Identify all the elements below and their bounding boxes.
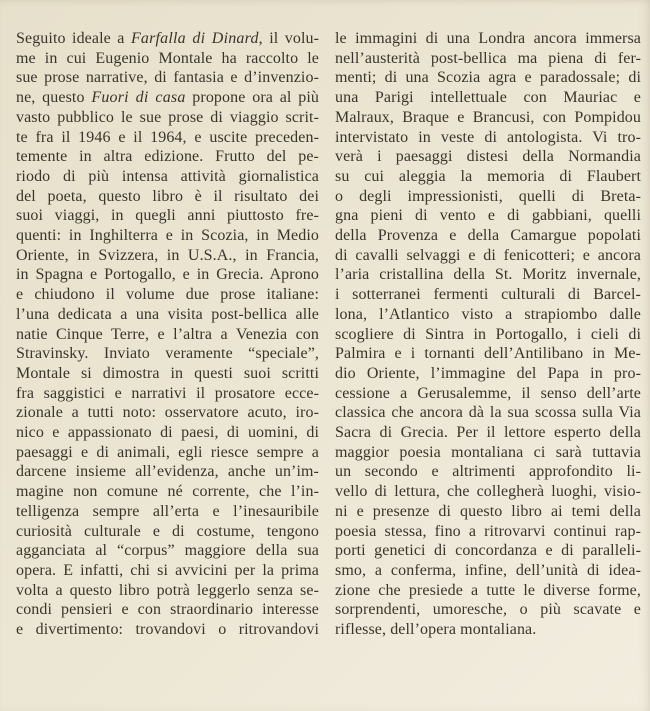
text-line: quenti: in Inghilterra e in Scozia, in Medio <box>16 227 319 245</box>
text-line: maggior poesia montaliana ci sarà tuttavia <box>335 443 641 461</box>
text-line: o degli impressionisti, quelli di Breta- <box>335 187 641 205</box>
text-line: riflesse, dell’opera montaliana. <box>335 621 537 639</box>
text-line: volta a questo libro potrà leggerlo senza se- <box>16 581 319 599</box>
text-line: l’una dedicata a una visita post-bellica alle <box>16 305 319 323</box>
italic-book-title: Fuori di casa <box>91 89 186 107</box>
text-line: le immagini di una Londra ancora immersa <box>335 30 641 47</box>
text-line: cessione a Gerusalemme, il senso dell’arte <box>335 384 641 402</box>
text-line: Seguito ideale a Farfalla di Dinard, il volu- <box>16 30 320 47</box>
right-text-column <box>335 29 641 640</box>
text-line: curiosità culturale e di costume, tengono <box>16 522 319 540</box>
left-text-column <box>16 29 319 640</box>
text-line: te fra il 1946 e il 1964, e uscite preceden- <box>16 128 319 146</box>
text-line: intervistato in veste di antologista. Vi tro- <box>335 128 641 146</box>
text-line: su cui aleggia la memoria di Flaubert <box>335 167 641 185</box>
text-line: di cavalli selvaggi e di fenicotteri; e ancora <box>335 246 641 264</box>
text-line: nico e appassionato di paesi, di uomini, di <box>16 424 319 442</box>
text-line: darcene insieme all’evidenza, anche un’im- <box>16 463 319 481</box>
text-line: Montale si dimostra in questi suoi scritti <box>16 364 319 382</box>
text-line: natie Cinque Terre, e l’altra a Venezia con <box>16 325 319 343</box>
text-line: della Provenza e della Camargue popolati <box>335 227 641 245</box>
text-line: temente in altra edizione. Frutto del pe- <box>16 148 319 166</box>
text-line: ni e presenze di questo libro ai temi della <box>335 502 641 520</box>
text-line: poesia stessa, fino a ritrovarvi continui rap- <box>335 522 641 540</box>
text-line: zionale a tutti noto: osservatore acuto, iro- <box>16 404 319 422</box>
text-line: l’aria cristallina della St. Moritz invernale, <box>335 266 641 284</box>
text-line: suoi viaggi, in quegli anni piuttosto fre- <box>16 207 319 225</box>
text-line: menti; di una Scozia agra e paradossale; di <box>335 69 641 87</box>
text-line: sue prose narrative, di fantasia e d’invenzio- <box>16 69 319 87</box>
text-line: verà i paesaggi distesi della Normandia <box>335 148 641 166</box>
text-line: vello di lettura, che collegherà luoghi, visio- <box>335 483 641 501</box>
text-line: smo, a conferma, infine, dell’unità di idea- <box>335 561 641 579</box>
flap-text-block <box>16 29 641 640</box>
text-line: Sacra di Grecia. Per il lettore esperto della <box>335 424 641 442</box>
text-line: sorprendenti, umoresche, o più scavate e <box>335 601 641 619</box>
italic-book-title: Farfalla di Dinard <box>130 30 259 47</box>
text-line: ne, questo Fuori di casa propone ora al più <box>16 89 319 107</box>
text-line: vasto pubblico le sue prose di viaggio scrit- <box>16 108 319 126</box>
text-line: condi pensieri e con straordinario interesse <box>16 601 319 619</box>
text-line: dio Oriente, l’immagine del Papa in pro- <box>335 364 641 382</box>
text-line: Palmira e i tornanti dell’Antilibano in Me- <box>335 345 641 363</box>
text-line: e divertimento: trovandovi o ritrovandovi <box>16 621 319 639</box>
text-line: nell’austerità post-bellica ma piena di fer- <box>335 49 641 67</box>
text-line: telligenza sempre all’erta e l’inesauribile <box>16 502 319 520</box>
text-line: e chiudono il volume due prose italiane: <box>16 286 319 304</box>
text-line: Oriente, in Svizzera, in U.S.A., in Francia, <box>16 246 319 264</box>
text-line: magine non comune né corrente, che l’in- <box>16 483 319 501</box>
text-line: classica che ancora dà la sua scossa sulla Via <box>335 404 641 422</box>
text-line: una Parigi intellettuale con Mauriac e <box>335 89 641 107</box>
text-line: del poeta, questo libro è il risultato dei <box>16 187 319 205</box>
text-line: zione che presiede a tutte le diverse forme, <box>335 581 641 599</box>
text-line: paesaggi e di animali, egli riesce sempre a <box>16 443 319 461</box>
text-line: i sotterranei fermenti culturali di Barcel- <box>335 286 641 304</box>
text-line: gna pieni di vento e di gabbiani, quelli <box>335 207 641 225</box>
text-line: in Spagna e Portogallo, e in Grecia. Aprono <box>16 266 319 284</box>
text-line: un secondo e altrimenti approfondito li- <box>335 463 641 481</box>
text-line: riodo di più intensa attività giornalistica <box>16 167 319 185</box>
text-line: fra saggistici e narrativi il prosatore ecce- <box>16 384 319 402</box>
text-line: lona, l’Atlantico visto a strapiombo dalle <box>335 305 641 323</box>
text-line: Malraux, Braque e Brancusi, con Pompidou <box>335 108 641 126</box>
text-line: me in cui Eugenio Montale ha raccolto le <box>16 49 319 67</box>
text-line: scogliere di Sintra in Portogallo, i cieli di <box>335 325 641 343</box>
text-line: opera. E infatti, chi si avvicini per la prima <box>16 561 319 579</box>
text-line: agganciata al “corpus” maggiore della sua <box>16 542 319 560</box>
text-line: porti genetici di concordanza e di paralleli- <box>335 542 641 560</box>
text-line: Stravinsky. Inviato veramente “speciale”, <box>16 345 319 363</box>
